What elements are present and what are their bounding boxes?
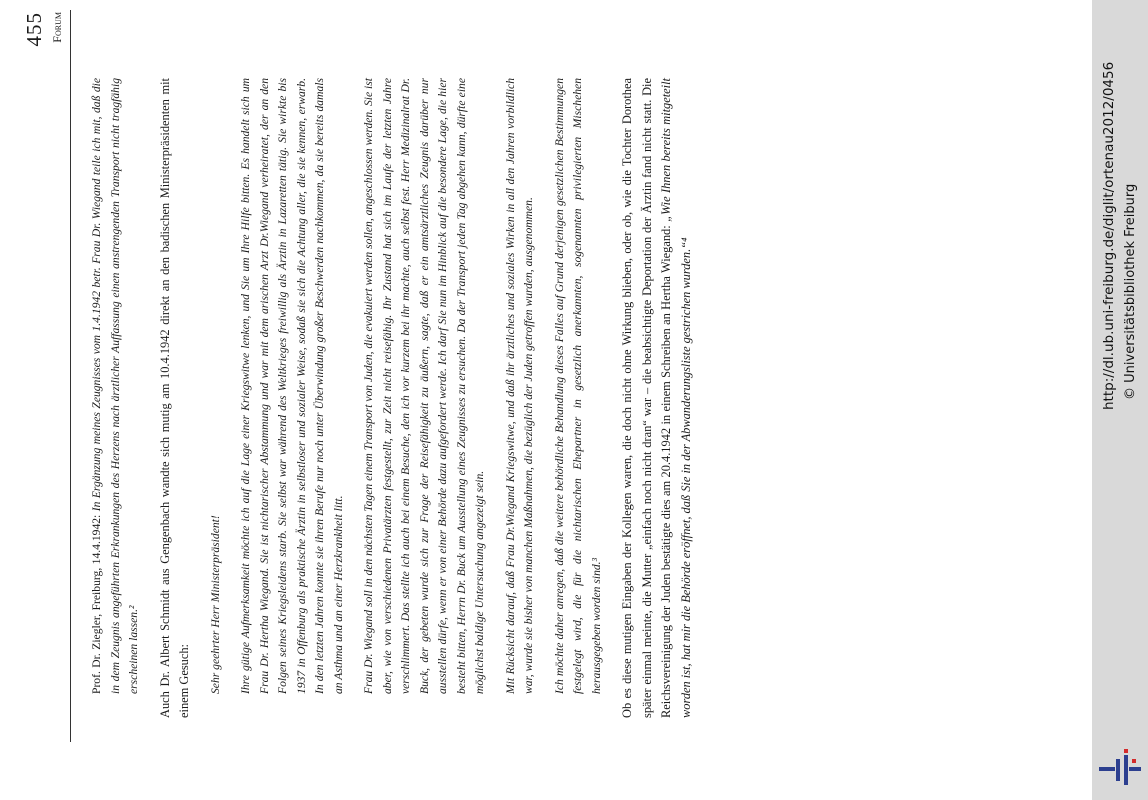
header-rule (70, 10, 71, 742)
source-url-link[interactable]: http://dl.ub.uni-freiburg.de/diglit/ortenau2012/0456 (1101, 61, 1117, 410)
conclusion-text: Ob es diese mutigen Eingaben der Kollegen waren, die doch nicht ohne Wirkung blieben, oder ob, wie die Tochter Dorothea später einmal meinte, die Mutter „einfach noch nicht dran“ war – die beabsichtigte Deportation der Ärztin fand nicht statt. Die Reichsvereinigung der Juden bestätigte dies am 20.4.1942 in einem Schreiben an Hertha Wiegand: (620, 78, 673, 718)
quote-ziegler-text: In Ergänzung meines Zeugnisses vom 1.4.1942 betr. Frau Dr. Wiegand teile ich mit, daß die in dem Zeugnis angeführten Erkrankungen des Herzens nach ärztlicher Auffassung einen anstrengenden Transport nicht tragfähig erscheinen lassen.² (90, 78, 140, 694)
paragraph-conclusion (618, 78, 696, 718)
letter-paragraph-3: Mit Rücksicht darauf, daß Frau Dr.Wiegand Kriegswitwe, und daß ihr ärztliches und soziales Wirken in all den Jahren vorbildlich war, wurde sie bisher von manchen Maßnahmen, die bezüglich der Juden getroffen wurden, ausgenommen. (503, 78, 535, 694)
library-sidebar (1092, 0, 1148, 800)
paragraph-schmidt-intro: Auch Dr. Albert Schmidt aus Gengenbach wandte sich mutig am 10.4.1942 direkt an den badischen Ministerpräsidenten mit einem Gesuch: (157, 78, 191, 718)
conclusion-quote: „Wie Ihnen bereits mitgeteilt worden ist, hat mir die Behörde eröffnet, daß Sie in der Abwanderungsliste gestrichen wurden.“⁴ (659, 78, 693, 718)
sidebar-rotated (1092, 0, 1148, 800)
copyright-notice: © Universitätsbibliothek Freiburg (1123, 183, 1138, 400)
letter-paragraph-1: Ihre gütige Aufmerksamkeit möchte ich auf die Lage einer Kriegswitwe lenken, und Sie um Ihre Hilfe bitten. Es handelt sich um Frau Dr. Hertha Wiegand. Sie ist nichtarischer Abstammung und war mit dem arischen Arzt Dr.Wiegand verheiratet, der an den Folgen seines Kriegsleidens starb. Sie selbst war während des Weltkrieges freiwillig als Ärztin in Lazaretten tätig. Sie wirkte bis 1937 in Offenburg als praktische Ärztin in selbstloser und sozialer Weise, sodaß sie sich die Achtung aller, die sie kennen, erwarb. In den letzten Jahren konnte sie ihren Berufe nur noch unter Überwindung großer Beschwerden nachkommen, da sie bereits damals an Asthma und an einer Herzkrankheit litt. (239, 78, 345, 694)
running-header: Forum (50, 12, 64, 43)
body-text (88, 78, 696, 718)
letter-paragraph-2: Frau Dr. Wiegand soll in den nächsten Tagen einem Transport von Juden, die evakuiert werden sollen, angeschlossen werden. Sie ist aber, wie von verschiedenen Privatärzten festgestellt, zur Zeit nicht reisefähig. Ihr Zustand hat sich im Laufe der letzten Jahre verschlimmert. Das stellte ich auch bei einem Besuche, den ich vor kurzem bei ihr machte, auch selbst fest. Herr Medizinalrat Dr. Buck, der gebeten wurde sich zur Frage der Reisefähigkeit zu äußern, sagte, daß er ein amtsärztliches Zeugnis darüber nur ausstellen dürfe, wenn er von einer Behörde dazu aufgefordert werde. Ich darf Sie nun im Hinblick auf die besondere Lage, die hier besteht bitten, Herrn Dr. Buck um Ausstellung eines Zeugnisses zu ersuchen. Da der Transport jeden Tag abgehen kann, dürfte eine möglichst baldige Untersuchung angezeigt sein. (362, 77, 486, 694)
letter-paragraph-4: Ich möchte daher anregen, daß die weitere behördliche Behandlung dieses Falles auf Grund derjenigen gesetzlichen Bestimmungen festgelegt wird, die für die nichtarischen Ehepartner in gesetzlich anerkannten, sogenannten privilegierten Mischehen herausgegeben worden sind.³ (552, 78, 603, 694)
quote-ziegler (88, 78, 144, 718)
page-number: 455 (22, 12, 46, 47)
quote-ziegler-lead: Prof. Dr. Ziegler, Freiburg, 14.4.1942: (90, 514, 103, 694)
letter-salutation: Sehr geehrter Herr Ministerpräsident! (208, 515, 222, 694)
ub-freiburg-logo-icon (1096, 745, 1144, 789)
